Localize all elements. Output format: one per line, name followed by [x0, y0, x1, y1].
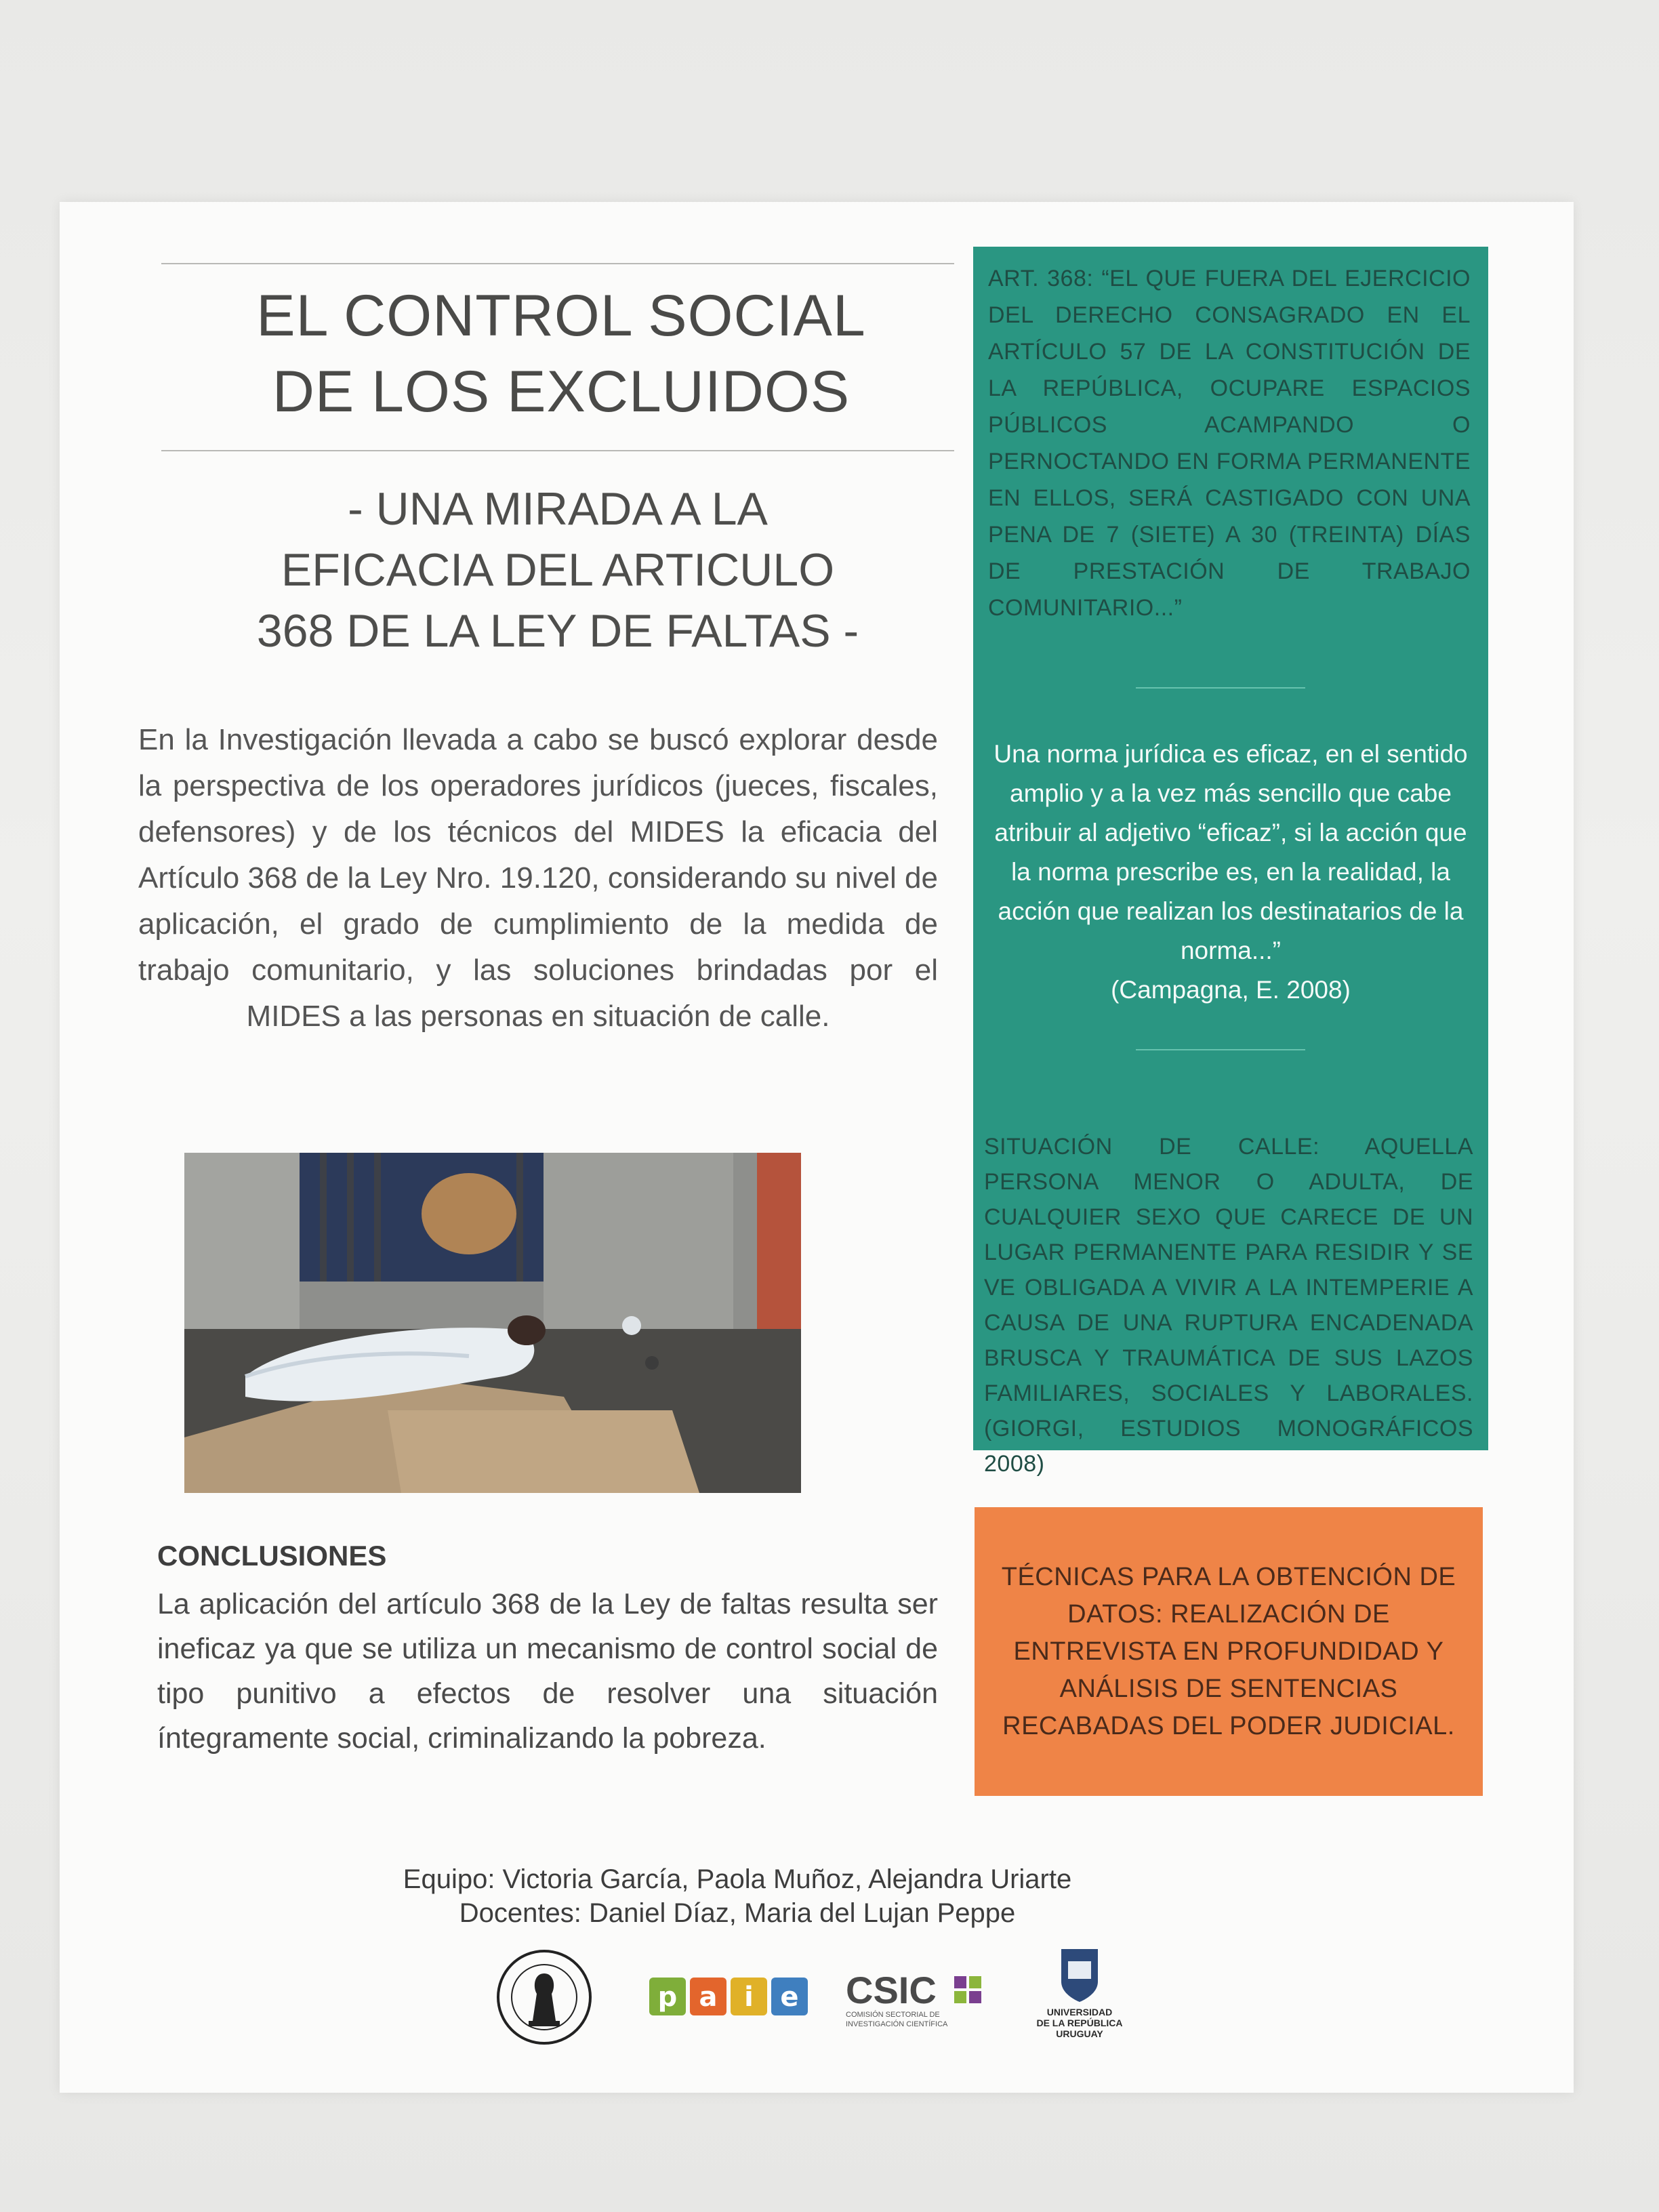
sponsor-logos [60, 1944, 1574, 2059]
svg-text:e: e [780, 1982, 799, 2013]
svg-text:CSIC: CSIC [846, 1969, 937, 2011]
situacion-de-calle-definition: SITUACIÓN DE CALLE: AQUELLA PERSONA MENOR O ADULTA, DE CUALQUIER SEXO QUE CARECE DE UN LUGAR PERMANENTE PARA RESIDIR Y SE VE OBLIGADA A VIVIR A LA INTEMPERIE A CAUSA DE UNA RUPTURA ENCADENADA BRUSCA Y TRAUMÁTICA DE SUS LAZOS FAMILIARES, SOCIALES Y LABORALES. (GIORGI, ESTUDIOS MONOGRÁFICOS 2008) [984, 1134, 1473, 1477]
orange-methods-box [975, 1507, 1483, 1796]
title-top-rule [161, 263, 954, 264]
title-line-1: EL CONTROL SOCIAL [256, 283, 866, 348]
teal-info-box [973, 247, 1488, 1477]
title-bottom-rule [161, 450, 954, 451]
article-368-text: ART. 368: “EL QUE FUERA DEL EJERCICIO DEL DERECHO CONSAGRADO EN EL ARTÍCULO 57 DE LA CONSTITUCIÓN DE LA REPÚBLICA, OCUPARE ESPACIOS PÚBLICOS ACAMPANDO O PERNOCTANDO EN FORMA PERMANENTE EN ELLOS, SERÁ CASTIGADO CON UNA PENA DE 7 (SIETE) A 30 (TREINTA) DÍAS DE PRESTACIÓN DE TRABAJO COMUNITARIO...” [988, 266, 1471, 621]
intro-paragraph: En la Investigación llevada a cabo se buscó explorar desde la perspectiva de los operadores jurídicos (jueces, fiscales, defensores) y de los técnicos del MIDES la eficacia del Artículo 368 de la Ley Nro. 19.120, considerando su nivel de aplicación, el grado de cumplimiento de la medida de trabajo comunitario, y las soluciones brindadas por el MIDES a las personas en situación de calle. [138, 723, 938, 1033]
title-line-2: DE LOS EXCLUIDOS [272, 359, 851, 424]
csic-logo [846, 1969, 995, 2030]
team-members: Equipo: Victoria García, Paola Muñoz, Alejandra Uriarte [403, 1864, 1072, 1894]
quote-source: (Campagna, E. 2008) [1111, 976, 1351, 1004]
svg-text:COMISIÓN SECTORIAL DE: COMISIÓN SECTORIAL DE [846, 2011, 940, 2019]
credits [331, 1862, 1144, 1930]
facultad-derecho-seal-icon [493, 1946, 595, 2048]
udelar-shield-icon [1029, 1946, 1130, 2048]
svg-text:DE LA REPÚBLICA: DE LA REPÚBLICA [1036, 2018, 1123, 2028]
svg-text:i: i [744, 1982, 754, 2013]
conclusions-body: La aplicación del artículo 368 de la Ley de faltas resulta ser ineficaz ya que se utiliza un mecanismo de control social de tipo punitivo a efectos de resolver una situación íntegramente social, criminalizando la pobreza. [157, 1588, 938, 1755]
svg-text:UNIVERSIDAD: UNIVERSIDAD [1046, 2007, 1113, 2018]
efficacy-quote [989, 735, 1472, 1010]
csic-logo-icon [846, 1969, 995, 2030]
teachers: Docentes: Daniel Díaz, Maria del Lujan Peppe [459, 1898, 1016, 1928]
subtitle-line-1: - UNA MIRADA A LA [348, 483, 768, 535]
subtitle-line-3: 368 DE LA LEY DE FALTAS - [256, 605, 859, 657]
svg-text:INVESTIGACIÓN CIENTÍFICA: INVESTIGACIÓN CIENTÍFICA [846, 2020, 948, 2028]
poster-title [188, 278, 934, 430]
udelar-logo [1029, 1946, 1130, 2048]
street-photo [184, 1153, 801, 1493]
poster [60, 202, 1574, 2093]
paie-logo [649, 1978, 809, 2020]
teal-divider-2 [1136, 1049, 1305, 1050]
conclusions-heading: CONCLUSIONES [157, 1540, 387, 1572]
methods-text: TÉCNICAS PARA LA OBTENCIÓN DE DATOS: REALIZACIÓN DE ENTREVISTA EN PROFUNDIDAD Y ANÁLISIS DE SENTENCIAS RECABADAS DEL PODER JUDICIAL. [1001, 1562, 1456, 1740]
svg-text:p: p [657, 1982, 678, 2013]
svg-text:a: a [699, 1982, 718, 2013]
paie-logo-icon [649, 1978, 809, 2020]
quote-text: Una norma jurídica es eficaz, en el sentido amplio y a la vez más sencillo que cabe atribuir al adjetivo “eficaz”, si la acción que la norma prescribe es, en la realidad, la acción que realizan los destinatarios de la norma...” [994, 740, 1468, 964]
subtitle-line-2: EFICACIA DEL ARTICULO [281, 544, 835, 596]
poster-subtitle [161, 478, 954, 661]
photo-illustration [184, 1153, 801, 1493]
teal-divider-1 [1136, 687, 1305, 689]
svg-text:URUGUAY: URUGUAY [1056, 2028, 1103, 2039]
